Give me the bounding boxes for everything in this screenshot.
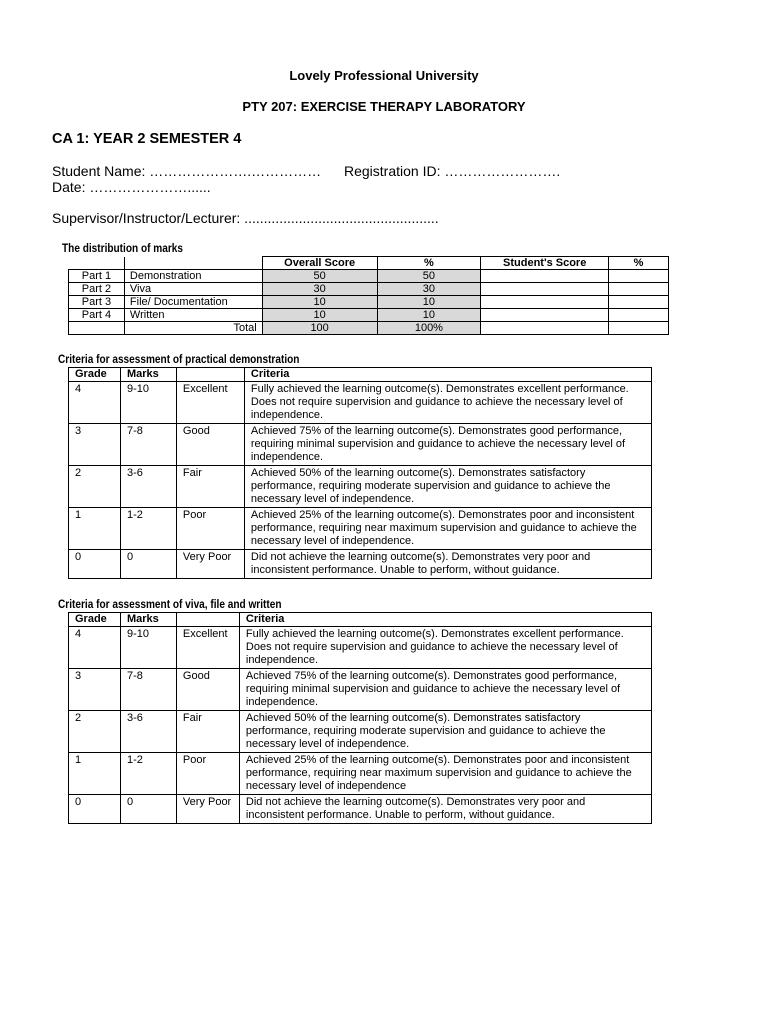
date-field: Date: …………………...... — [52, 179, 211, 195]
empty-cell — [124, 257, 262, 270]
student-percent-cell[interactable] — [609, 283, 669, 296]
col-grade: Grade — [69, 613, 121, 627]
part-label: Part 2 — [69, 283, 125, 296]
student-percent-cell[interactable] — [609, 296, 669, 309]
table-row — [69, 424, 652, 466]
table-row — [69, 466, 652, 508]
overall-percent: 10 — [377, 309, 481, 322]
distribution-heading: The distribution of marks — [62, 241, 183, 255]
table-row — [69, 382, 652, 424]
table-row — [69, 270, 669, 283]
col-marks: Marks — [120, 368, 176, 382]
student-total-percent-cell[interactable] — [609, 322, 669, 335]
overall-score: 10 — [262, 296, 377, 309]
col-criteria: Criteria — [244, 368, 651, 382]
level-cell: Excellent — [176, 382, 244, 424]
registration-id-field: Registration ID: ……………………. — [344, 163, 561, 179]
grade-cell: 4 — [69, 627, 121, 669]
student-score-cell[interactable] — [481, 309, 609, 322]
level-cell: Very Poor — [176, 795, 239, 824]
criteria-demo-table — [68, 367, 652, 579]
grade-cell: 2 — [69, 466, 121, 508]
criteria-cell: Achieved 50% of the learning outcome(s). Demonstrates satisfactory performance, requiring moderate supervision and guidance to achieve the necessary level of independence. — [244, 466, 651, 508]
criteria-viva-heading: Criteria for assessment of viva, file and written — [58, 597, 282, 611]
student-score-cell[interactable] — [481, 296, 609, 309]
marks-cell: 9-10 — [120, 627, 176, 669]
ca-title: CA 1: YEAR 2 SEMESTER 4 — [52, 131, 242, 147]
table-row — [69, 753, 652, 795]
supervisor-field: Supervisor/Instructor/Lecturer: .................................................. — [52, 210, 439, 226]
level-cell: Poor — [176, 508, 244, 550]
marks-cell: 1-2 — [120, 508, 176, 550]
criteria-cell: Achieved 25% of the learning outcome(s). Demonstrates poor and inconsistent performance, requiring near maximum supervision and guidance to achieve the necessary level of independence — [239, 753, 651, 795]
university-title: Lovely Professional University — [289, 68, 479, 83]
overall-percent: 30 — [377, 283, 481, 296]
grade-cell: 3 — [69, 424, 121, 466]
overall-score: 10 — [262, 309, 377, 322]
level-cell: Fair — [176, 711, 239, 753]
criteria-cell: Fully achieved the learning outcome(s). Demonstrates excellent performance. Does not require supervision and guidance to achieve the necessary level of independence. — [244, 382, 651, 424]
col-students-score: Student's Score — [481, 257, 609, 270]
level-cell: Good — [176, 669, 239, 711]
course-title: PTY 207: EXERCISE THERAPY LABORATORY — [242, 99, 526, 114]
grade-cell: 1 — [69, 508, 121, 550]
overall-percent: 10 — [377, 296, 481, 309]
grade-cell: 3 — [69, 669, 121, 711]
criteria-cell: Fully achieved the learning outcome(s). Demonstrates excellent performance. Does not require supervision and guidance to achieve the necessary level of independence. — [239, 627, 651, 669]
grade-cell: 0 — [69, 550, 121, 579]
table-row — [69, 711, 652, 753]
marks-cell: 7-8 — [120, 669, 176, 711]
marks-cell: 9-10 — [120, 382, 176, 424]
student-score-cell[interactable] — [481, 283, 609, 296]
level-cell: Poor — [176, 753, 239, 795]
table-row — [69, 296, 669, 309]
empty-cell — [69, 257, 125, 270]
distribution-table — [68, 256, 669, 335]
col-criteria: Criteria — [239, 613, 651, 627]
marks-cell: 3-6 — [120, 466, 176, 508]
student-score-cell[interactable] — [481, 270, 609, 283]
col-level — [176, 368, 244, 382]
table-row — [69, 309, 669, 322]
criteria-cell: Achieved 25% of the learning outcome(s). Demonstrates poor and inconsistent performance, requiring near maximum supervision and guidance to achieve the necessary level of independence. — [244, 508, 651, 550]
col-percent: % — [377, 257, 481, 270]
marks-cell: 3-6 — [120, 711, 176, 753]
part-label: Part 4 — [69, 309, 125, 322]
marks-cell: 7-8 — [120, 424, 176, 466]
grade-cell: 0 — [69, 795, 121, 824]
marks-cell: 1-2 — [120, 753, 176, 795]
level-cell: Fair — [176, 466, 244, 508]
table-row — [69, 508, 652, 550]
overall-score: 50 — [262, 270, 377, 283]
student-percent-cell[interactable] — [609, 309, 669, 322]
total-overall: 100 — [262, 322, 377, 335]
table-header-row — [69, 368, 652, 382]
grade-cell: 2 — [69, 711, 121, 753]
marks-cell: 0 — [120, 550, 176, 579]
criteria-cell: Achieved 75% of the learning outcome(s). Demonstrates good performance, requiring minimal supervision and guidance to achieve the necessary level of independence. — [244, 424, 651, 466]
table-row — [69, 795, 652, 824]
criteria-cell: Did not achieve the learning outcome(s). Demonstrates very poor and inconsistent performance. Unable to perform, without guidance. — [239, 795, 651, 824]
col-students-percent: % — [609, 257, 669, 270]
table-header-row — [69, 613, 652, 627]
col-grade: Grade — [69, 368, 121, 382]
col-overall-score: Overall Score — [262, 257, 377, 270]
table-header-row — [69, 257, 669, 270]
student-total-cell[interactable] — [481, 322, 609, 335]
grade-cell: 4 — [69, 382, 121, 424]
student-name-field: Student Name: ………………….…………… — [52, 163, 326, 179]
marks-cell: 0 — [120, 795, 176, 824]
part-label: Part 3 — [69, 296, 125, 309]
part-item: Written — [124, 309, 262, 322]
level-cell: Very Poor — [176, 550, 244, 579]
part-item: Demonstration — [124, 270, 262, 283]
table-row — [69, 283, 669, 296]
total-percent: 100% — [377, 322, 481, 335]
criteria-viva-table — [68, 612, 652, 824]
criteria-cell: Did not achieve the learning outcome(s). Demonstrates very poor and inconsistent performance. Unable to perform, without guidance. — [244, 550, 651, 579]
student-percent-cell[interactable] — [609, 270, 669, 283]
table-row — [69, 550, 652, 579]
total-label: Total — [124, 322, 262, 335]
total-row — [69, 322, 669, 335]
overall-score: 30 — [262, 283, 377, 296]
grade-cell: 1 — [69, 753, 121, 795]
overall-percent: 50 — [377, 270, 481, 283]
part-item: Viva — [124, 283, 262, 296]
part-label: Part 1 — [69, 270, 125, 283]
criteria-demo-heading: Criteria for assessment of practical demonstration — [58, 352, 300, 366]
part-item: File/ Documentation — [124, 296, 262, 309]
table-row — [69, 627, 652, 669]
col-level — [176, 613, 239, 627]
criteria-cell: Achieved 75% of the learning outcome(s). Demonstrates good performance, requiring minimal supervision and guidance to achieve the necessary level of independence. — [239, 669, 651, 711]
empty-cell — [69, 322, 125, 335]
criteria-cell: Achieved 50% of the learning outcome(s). Demonstrates satisfactory performance, requiring moderate supervision and guidance to achieve the necessary level of independence. — [239, 711, 651, 753]
level-cell: Excellent — [176, 627, 239, 669]
level-cell: Good — [176, 424, 244, 466]
col-marks: Marks — [120, 613, 176, 627]
table-row — [69, 669, 652, 711]
